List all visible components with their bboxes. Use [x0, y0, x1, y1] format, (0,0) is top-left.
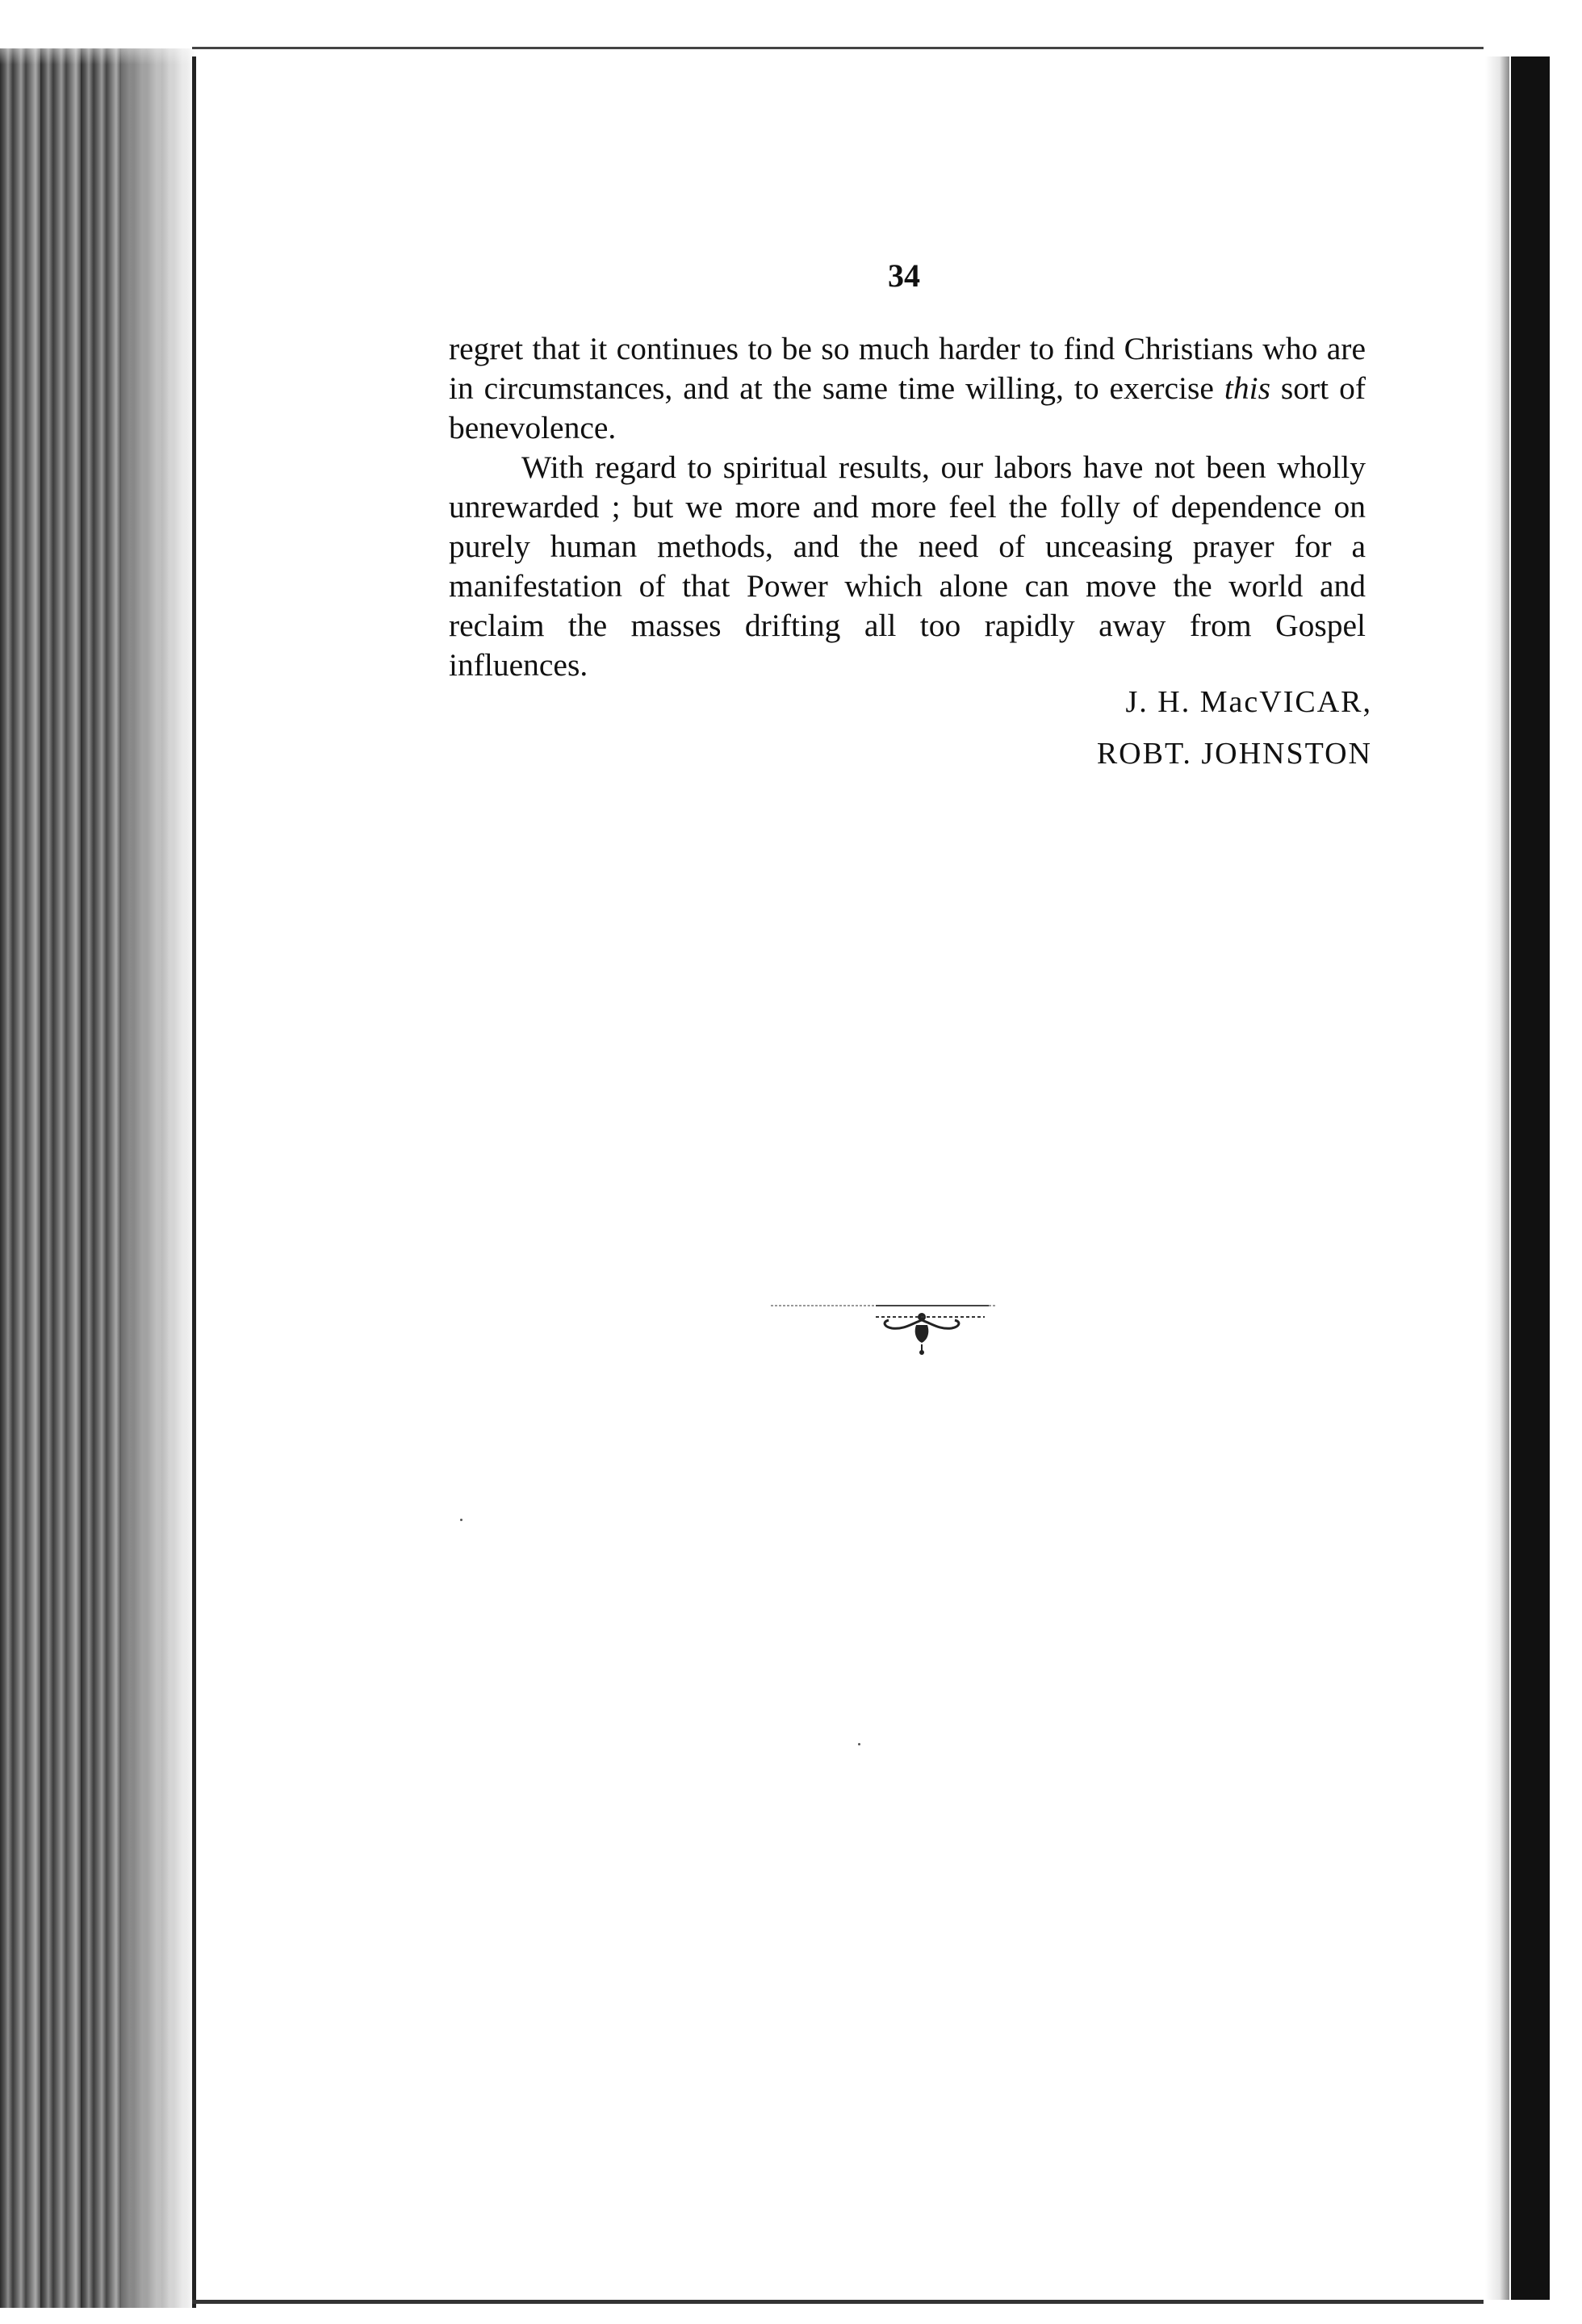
paragraph-1: [449, 329, 1366, 448]
page-border-bottom: [192, 2300, 1484, 2304]
page-border-top: [192, 47, 1484, 49]
paragraph-1-text-end: sort of benevolence.: [449, 370, 1366, 445]
signature-johnston: ROBT. JOHNSTON: [1096, 737, 1372, 771]
paper-speck: [858, 1743, 860, 1745]
paragraph-2: With regard to spiritual results, our labors have not been wholly unrewarded ; but we more and more feel the folly of dependence on purely human methods, and the need of unceasing prayer for a manifestation of that Power which alone can move the world and reclaim the masses drifting all too rapidly away from Gospel influences.: [449, 449, 1366, 683]
paragraph-1-emphasis: this: [1224, 370, 1270, 406]
paragraph-1-text: regret that it continues to be so much harder to find Christians who are in circumstances, and at the same time willing, to exercise: [449, 331, 1366, 406]
right-dark-strip: [1511, 56, 1550, 2300]
signature-macvicar: J. H. MacVICAR,: [1125, 685, 1372, 719]
book-edge-top: [0, 0, 198, 65]
page-border-left: [192, 56, 196, 2308]
book-page-edges-shading: [121, 48, 198, 2308]
fleuron-ornament-icon: [771, 1299, 997, 1364]
right-page-edge: [1485, 56, 1509, 2300]
body-text: [449, 329, 1366, 685]
paper-speck: [460, 1519, 462, 1521]
page-number: 34: [888, 257, 920, 294]
